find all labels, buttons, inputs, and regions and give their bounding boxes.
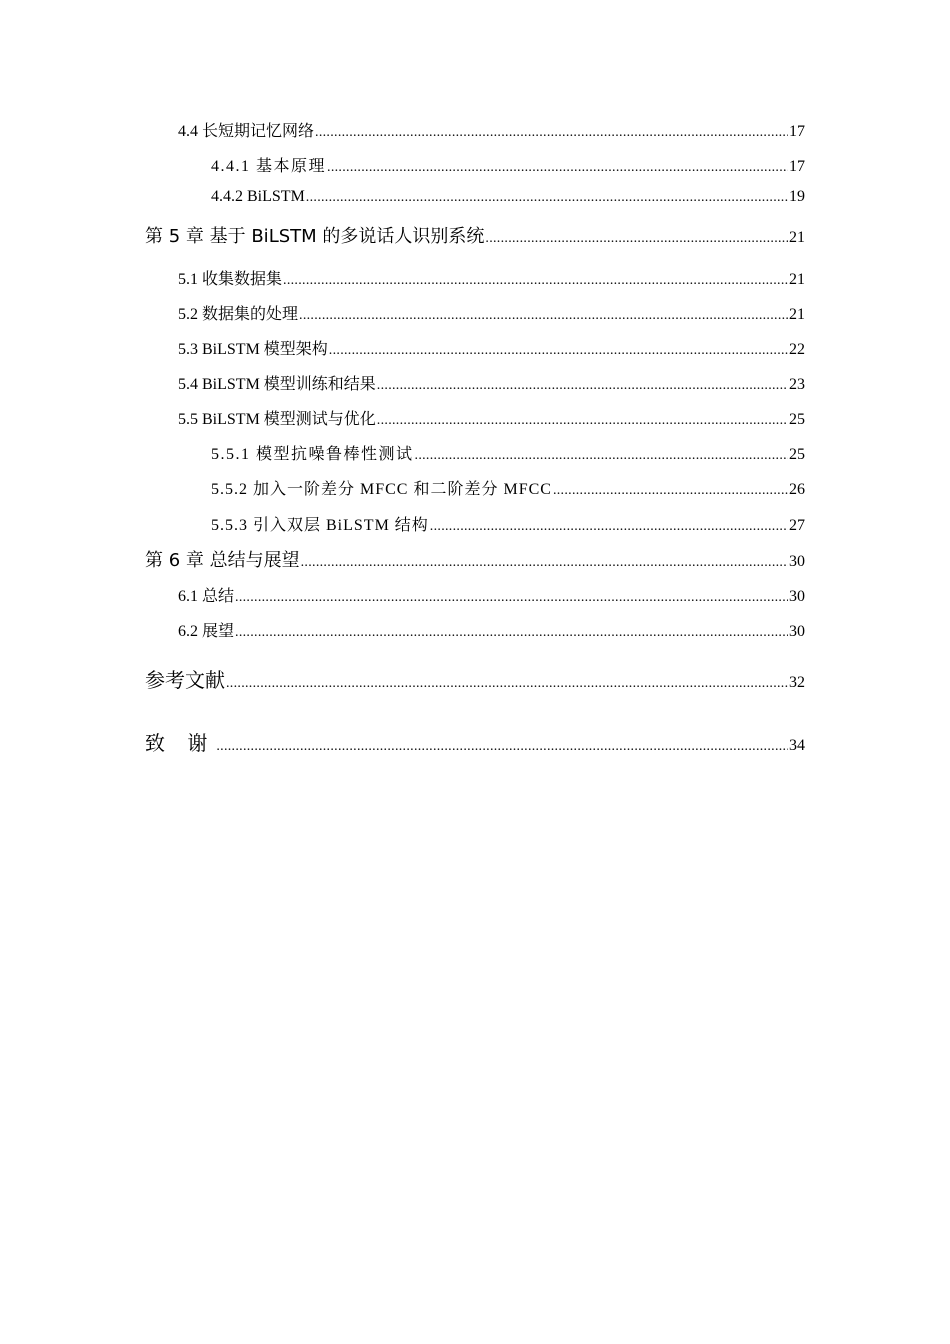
toc-page-number: 21	[789, 306, 805, 323]
toc-entry-label: 4.4.1 基本原理	[211, 158, 327, 175]
toc-page-number: 25	[789, 411, 805, 428]
toc-entry-4-4-1[interactable]	[211, 153, 805, 176]
toc-chapter-label: 参考文献	[145, 668, 225, 692]
dot-leader	[315, 123, 788, 141]
toc-page-number: 22	[789, 341, 805, 358]
toc-entry-chapter-6[interactable]	[145, 546, 805, 572]
toc-entry-6-1[interactable]	[178, 583, 805, 606]
toc-page-number: 23	[789, 376, 805, 393]
toc-entry-chapter-5[interactable]	[145, 222, 805, 248]
dot-leader	[415, 446, 788, 464]
dot-leader	[553, 481, 788, 499]
toc-entry-5-3[interactable]	[178, 336, 805, 359]
toc-entry-4-4-2[interactable]	[211, 188, 805, 206]
toc-entry-5-5-2[interactable]	[211, 476, 805, 499]
toc-entry-5-2[interactable]	[178, 301, 805, 324]
toc-entry-label: 5.1 收集数据集	[178, 271, 283, 288]
toc-page-number: 26	[789, 481, 805, 498]
toc-entry-label: 6.1 总结	[178, 588, 235, 605]
toc-page-number: 34	[789, 737, 805, 754]
toc-page-number: 17	[789, 158, 805, 175]
dot-leader	[226, 671, 788, 693]
dot-leader	[306, 188, 788, 206]
toc-entry-label: 4.4 长短期记忆网络	[178, 123, 315, 140]
dot-leader	[216, 734, 788, 756]
toc-entry-label: 5.4 BiLSTM 模型训练和结果	[178, 376, 376, 393]
toc-entry-label: 5.5 BiLSTM 模型测试与优化	[178, 411, 376, 428]
toc-page-number: 30	[789, 623, 805, 640]
dot-leader	[430, 517, 788, 535]
toc-page-number: 17	[789, 123, 805, 140]
toc-page-number: 19	[789, 188, 805, 205]
toc-page-number: 21	[789, 271, 805, 288]
toc-entry-label: 6.2 展望	[178, 623, 235, 640]
toc-entry-label: 5.5.1 模型抗噪鲁棒性测试	[211, 446, 414, 463]
toc-page-number: 30	[789, 588, 805, 605]
toc-entry-references[interactable]	[145, 664, 805, 693]
toc-page-number: 30	[789, 553, 805, 570]
toc-page-number: 27	[789, 517, 805, 534]
toc-entry-label: 4.4.2 BiLSTM	[211, 188, 305, 205]
dot-leader	[283, 271, 788, 289]
toc-entry-acknowledgements[interactable]	[145, 727, 805, 756]
dot-leader	[485, 226, 788, 248]
dot-leader	[301, 550, 788, 572]
toc-entry-4-4[interactable]	[178, 118, 805, 141]
dot-leader	[329, 341, 788, 359]
toc-entry-5-5-3[interactable]	[211, 512, 805, 535]
toc-chapter-label: 致 谢	[145, 731, 216, 755]
toc-entry-5-5[interactable]	[178, 406, 805, 429]
toc-entry-label: 5.5.3 引入双层 BiLSTM 结构	[211, 517, 429, 534]
dot-leader	[299, 306, 788, 324]
toc-entry-5-4[interactable]	[178, 371, 805, 394]
toc-page-number: 21	[789, 229, 805, 246]
dot-leader	[377, 376, 788, 394]
toc-page-number: 25	[789, 446, 805, 463]
toc-entry-label: 5.2 数据集的处理	[178, 306, 299, 323]
toc-entry-6-2[interactable]	[178, 618, 805, 641]
dot-leader	[377, 411, 788, 429]
toc-page-number: 32	[789, 674, 805, 691]
toc-entry-5-1[interactable]	[178, 266, 805, 289]
dot-leader	[235, 588, 788, 606]
dot-leader	[235, 623, 788, 641]
toc-entry-label: 5.5.2 加入一阶差分 MFCC 和二阶差分 MFCC	[211, 481, 552, 498]
toc-chapter-label: 第 6 章 总结与展望	[145, 550, 300, 571]
toc-chapter-label: 第 5 章 基于 BiLSTM 的多说话人识别系统	[145, 226, 485, 247]
dot-leader	[327, 158, 788, 176]
toc-entry-label: 5.3 BiLSTM 模型架构	[178, 341, 328, 358]
toc-entry-5-5-1[interactable]	[211, 441, 805, 464]
